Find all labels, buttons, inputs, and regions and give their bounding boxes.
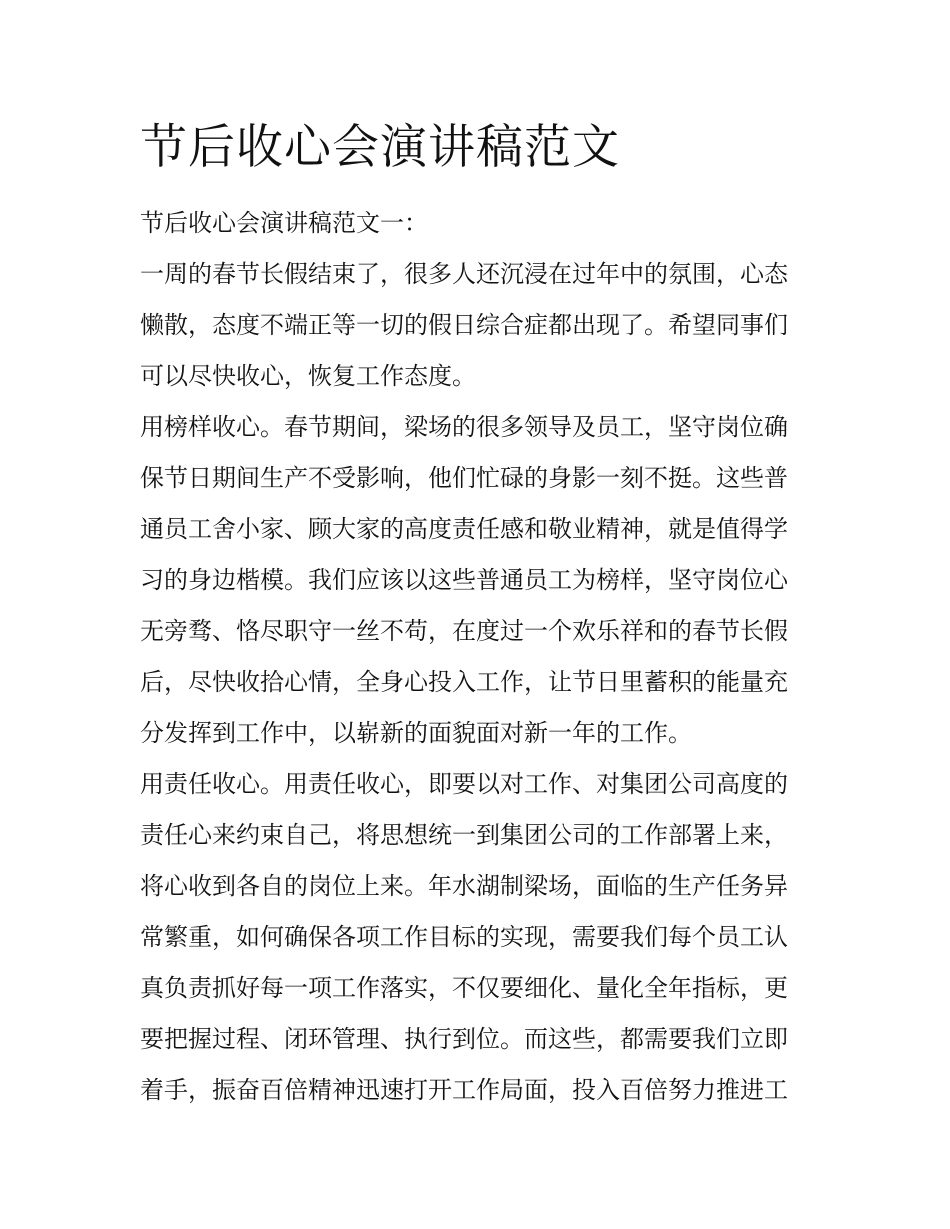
paragraph-line: 通员工舍小家、顾大家的高度责任感和敬业精神，就是值得学 <box>140 515 788 543</box>
section-heading: 节后收心会演讲稿范文一： <box>140 209 428 237</box>
paragraph-line: 常繁重，如何确保各项工作目标的实现，需要我们每个员工认 <box>140 923 788 951</box>
paragraph-line: 着手，振奋百倍精神迅速打开工作局面，投入百倍努力推进工 <box>140 1076 788 1104</box>
paragraph-line: 无旁骛、恪尽职守一丝不苟，在度过一个欢乐祥和的春节长假 <box>140 617 788 645</box>
paragraph-role-model <box>140 402 812 759</box>
paragraph-line: 可以尽快收心，恢复工作态度。 <box>140 362 476 390</box>
paragraph-line: 懒散，态度不端正等一切的假日综合症都出现了。希望同事们 <box>140 311 788 339</box>
paragraph-line: 用责任收心。用责任收心，即要以对工作、对集团公司高度的 <box>140 770 788 798</box>
paragraph-line: 分发挥到工作中，以崭新的面貌面对新一年的工作。 <box>140 719 692 747</box>
paragraph-line: 要把握过程、闭环管理、执行到位。而这些，都需要我们立即 <box>140 1025 788 1053</box>
paragraph-intro <box>140 249 812 402</box>
paragraph-line: 习的身边楷模。我们应该以这些普通员工为榜样，坚守岗位心 <box>140 566 788 594</box>
paragraph-line: 一周的春节长假结束了，很多人还沉浸在过年中的氛围，心态 <box>140 260 788 288</box>
paragraph-line: 真负责抓好每一项工作落实，不仅要细化、量化全年指标，更 <box>140 974 788 1002</box>
paragraph-line: 将心收到各自的岗位上来。年水湖制梁场，面临的生产任务异 <box>140 872 788 900</box>
paragraph-line: 责任心来约束自己，将思想统一到集团公司的工作部署上来， <box>140 821 788 849</box>
paragraph-line: 后，尽快收拾心情，全身心投入工作，让节日里蓄积的能量充 <box>140 668 788 696</box>
document-title: 节后收心会演讲稿范文 <box>140 120 620 175</box>
document-body <box>140 118 812 1116</box>
paragraph-line: 保节日期间生产不受影响，他们忙碌的身影一刻不挺。这些普 <box>140 464 788 492</box>
paragraph-line: 用榜样收心。春节期间，梁场的很多领导及员工，坚守岗位确 <box>140 413 788 441</box>
paragraph-responsibility <box>140 759 812 1116</box>
